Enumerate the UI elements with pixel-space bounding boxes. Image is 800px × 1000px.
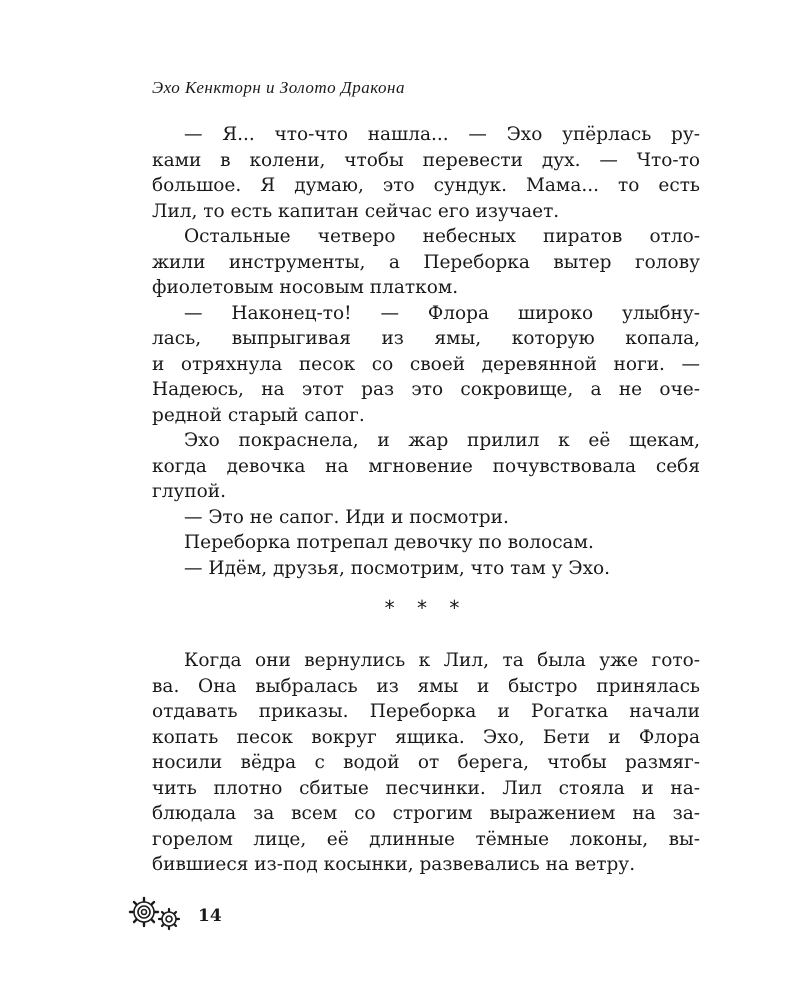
text-line: — Наконец-то! — Флора широко улыбну-	[184, 302, 700, 324]
text-line: глупой.	[152, 481, 227, 502]
text-line: лась, выпрыгивая из ямы, которую копала,	[152, 328, 700, 349]
running-head: Эхо Кенкторн и Золото Дракона	[152, 78, 405, 97]
text-line: Эхо покраснела, и жар прилил к её щекам,	[184, 430, 700, 451]
gears-icon	[128, 896, 190, 936]
text-line: редной старый сапог.	[152, 404, 365, 426]
text-line: — Это не сапог. Иди и посмотри.	[184, 506, 509, 528]
paragraph	[152, 530, 700, 556]
paragraph	[152, 505, 700, 531]
text-line: бившиеся из-под косынки, развевались на ветру.	[152, 854, 636, 875]
text-line: носили вёдра с водой от берега, чтобы размяг-	[152, 752, 700, 773]
text-line: когда девочка на мгновение почувствовала себя	[152, 455, 700, 477]
text-line: копать песок вокруг ящика. Эхо, Бети и Флора	[152, 726, 700, 748]
paragraph	[152, 648, 700, 878]
text-line: отдавать приказы. Переборка и Рогатка начали	[152, 701, 700, 722]
text-line: блюдала за всем со строгим выражением на за-	[152, 803, 700, 824]
text-line: и отряхнула песок со своей деревянной ноги. —	[152, 353, 700, 375]
text-block-top	[152, 122, 700, 581]
text-line: ва. Она выбралась из ямы и быстро принялась	[152, 675, 700, 697]
text-line: Лил, то есть капитан сейчас его изучает.	[152, 200, 560, 222]
text-block-bottom	[152, 648, 700, 878]
paragraph	[152, 556, 700, 582]
text-line: большое. Я думаю, это сундук. Мама... то есть	[152, 175, 700, 196]
text-line: Надеюсь, на этот раз это сокровище, а не оче-	[152, 379, 700, 400]
text-line: — Идём, друзья, посмотрим, что там у Эхо.	[184, 557, 611, 579]
text-line: горелом лице, её длинные тёмные локоны, вы-	[152, 828, 700, 850]
text-line: ками в колени, чтобы перевести дух. — Что-то	[152, 149, 700, 171]
text-line: — Я... что-что нашла... — Эхо упёрлась ру-	[184, 124, 700, 145]
text-line: Переборка потрепал девочку по волосам.	[184, 532, 594, 553]
text-line: чить плотно сбитые песчинки. Лил стояла и на-	[152, 777, 700, 799]
page-number: 14	[198, 906, 222, 926]
paragraph	[152, 224, 700, 301]
section-separator: * * *	[384, 596, 468, 620]
text-line: Остальные четверо небесных пиратов отло-	[184, 226, 700, 247]
paragraph	[152, 428, 700, 505]
text-line: фиолетовым носовым платком.	[152, 277, 459, 298]
text-line: жили инструменты, а Переборка вытер голову	[152, 251, 700, 273]
paragraph	[152, 301, 700, 429]
text-line: Когда они вернулись к Лил, та была уже гото-	[184, 650, 700, 671]
paragraph	[152, 122, 700, 224]
page-footer	[128, 896, 222, 936]
